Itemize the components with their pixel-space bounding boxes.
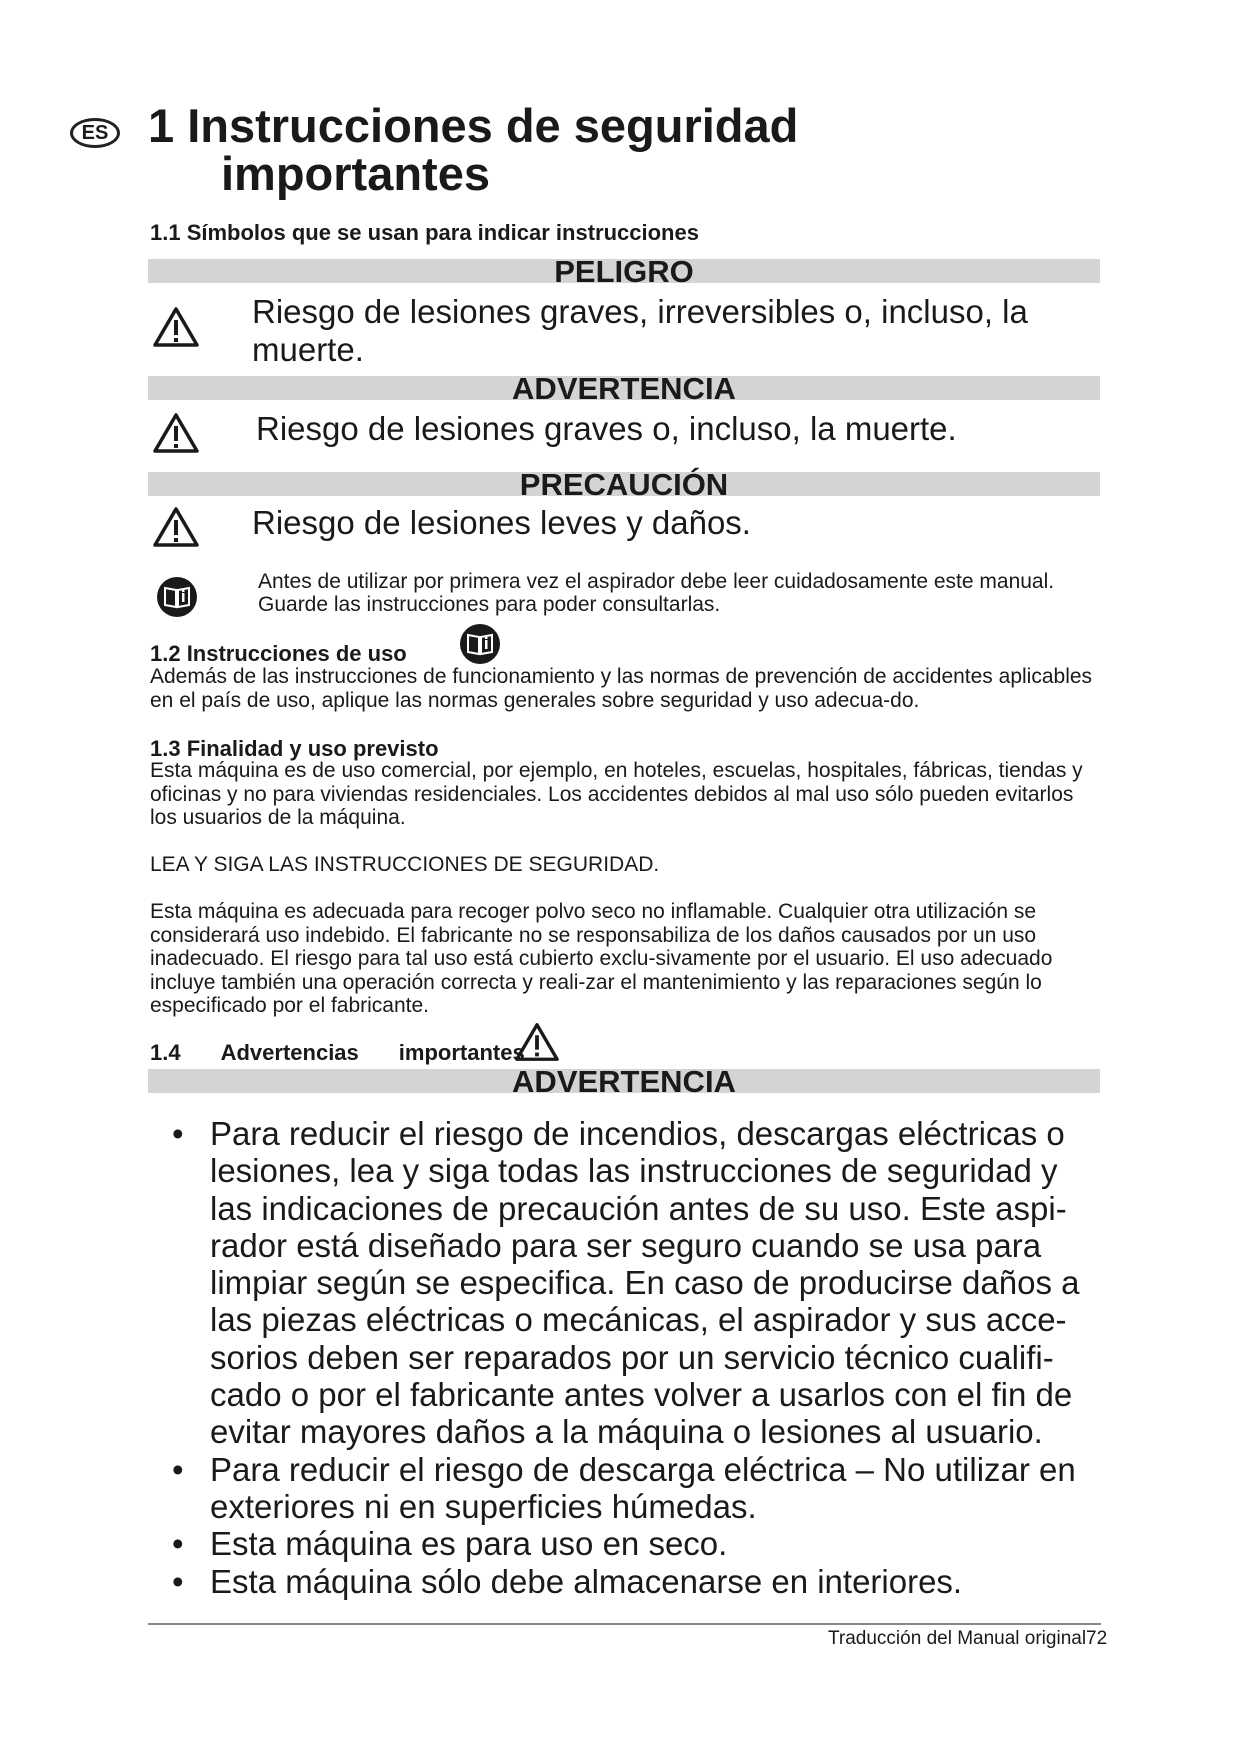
section-1-2-heading: 1.2 Instrucciones de uso bbox=[150, 641, 407, 666]
list-item: • Esta máquina es para uso en seco. bbox=[172, 1525, 1102, 1562]
caution-text: Riesgo de lesiones leves y daños. bbox=[252, 504, 751, 541]
title-line-1: 1 Instrucciones de seguridad bbox=[148, 99, 799, 152]
danger-bar: PELIGRO bbox=[148, 259, 1100, 283]
section-1-3-text: Esta máquina es de uso comercial, por ejemplo, en hoteles, escuelas, hospitales, fábricas, tiendas y oficinas y no para viviendas residenciales. Los accidentes debidos al mal uso sólo pueden evitarlos los usuarios de la máquina. bbox=[150, 759, 1083, 829]
warning-triangle-icon bbox=[152, 506, 200, 548]
list-item: • Para reducir el riesgo de incendios, descargas eléctricas o lesiones, lea y siga todas las instrucciones de seguridad y las indicaciones de precaución antes de su uso. Este aspi-rador está diseñado para ser seguro cuando se usa para limpiar según se especifica. En caso de producirse daños a las piezas eléctricas o mecánicas, el aspirador y sus acce-sorios deben ser reparados por un servicio técnico cualifi-cado o por el fabricante antes volver a usarlos con el fin de evitar mayores daños a la máquina o lesiones al usuario. bbox=[172, 1115, 1102, 1451]
footer-text: Traducción del Manual original72 bbox=[828, 1628, 1108, 1649]
section-1-3-heading: 1.3 Finalidad y uso previsto bbox=[150, 736, 439, 761]
warning-text: Riesgo de lesiones graves o, incluso, la muerte. bbox=[256, 410, 957, 447]
section-1-2-text: Además de las instrucciones de funcionamiento y las normas de prevención de accidentes aplicables en el país de uso, aplique las normas generales sobre seguridad y uso adecua-do. bbox=[150, 665, 1093, 712]
warning-bar: ADVERTENCIA bbox=[148, 376, 1100, 400]
list-item: • Para reducir el riesgo de descarga eléctrica – No utilizar en exteriores ni en superficies húmedas. bbox=[172, 1451, 1102, 1526]
page-title bbox=[148, 99, 799, 200]
read-manual-icon bbox=[156, 576, 198, 618]
warning-bar-2: ADVERTENCIA bbox=[148, 1069, 1100, 1093]
read-manual-note: Antes de utilizar por primera vez el aspirador debe leer cuidadosamente este manual. Guarde las instrucciones para poder consultarlas. bbox=[258, 570, 1055, 616]
warning-triangle-icon bbox=[514, 1021, 560, 1063]
list-item: • Esta máquina sólo debe almacenarse en interiores. bbox=[172, 1563, 1102, 1600]
title-line-2: importantes bbox=[221, 147, 490, 200]
danger-text: Riesgo de lesiones graves, irreversibles o, incluso, la muerte. bbox=[252, 293, 1028, 368]
caution-bar: PRECAUCIÓN bbox=[148, 472, 1100, 496]
section-1-4-word-2: importantes bbox=[398, 1040, 525, 1065]
language-badge: ES bbox=[70, 118, 120, 148]
safety-notice: LEA Y SIGA LAS INSTRUCCIONES DE SEGURIDAD. bbox=[150, 853, 660, 876]
section-1-3-text-2: Esta máquina es adecuada para recoger polvo seco no inflamable. Cualquier otra utilización se considerará uso indebido. El fabricante no se responsabiliza de los daños causados por un uso inadecuado. El riesgo para tal uso está cubierto exclu-sivamente por el usuario. El uso adecuado incluye también una operación correcta y reali-zar el mantenimiento y las reparaciones según lo especificado por el fabricante. bbox=[150, 900, 1053, 1017]
section-1-1-heading: 1.1 Símbolos que se usan para indicar instrucciones bbox=[150, 220, 699, 245]
warning-triangle-icon bbox=[152, 306, 200, 348]
warnings-list bbox=[172, 1115, 1102, 1600]
section-1-4-number: 1.4 bbox=[150, 1040, 181, 1065]
section-1-4-heading bbox=[150, 1040, 525, 1066]
read-manual-icon bbox=[459, 623, 501, 665]
footer-divider bbox=[148, 1623, 1101, 1625]
section-1-4-word-1: Advertencias bbox=[220, 1040, 359, 1065]
warning-triangle-icon bbox=[152, 412, 200, 454]
